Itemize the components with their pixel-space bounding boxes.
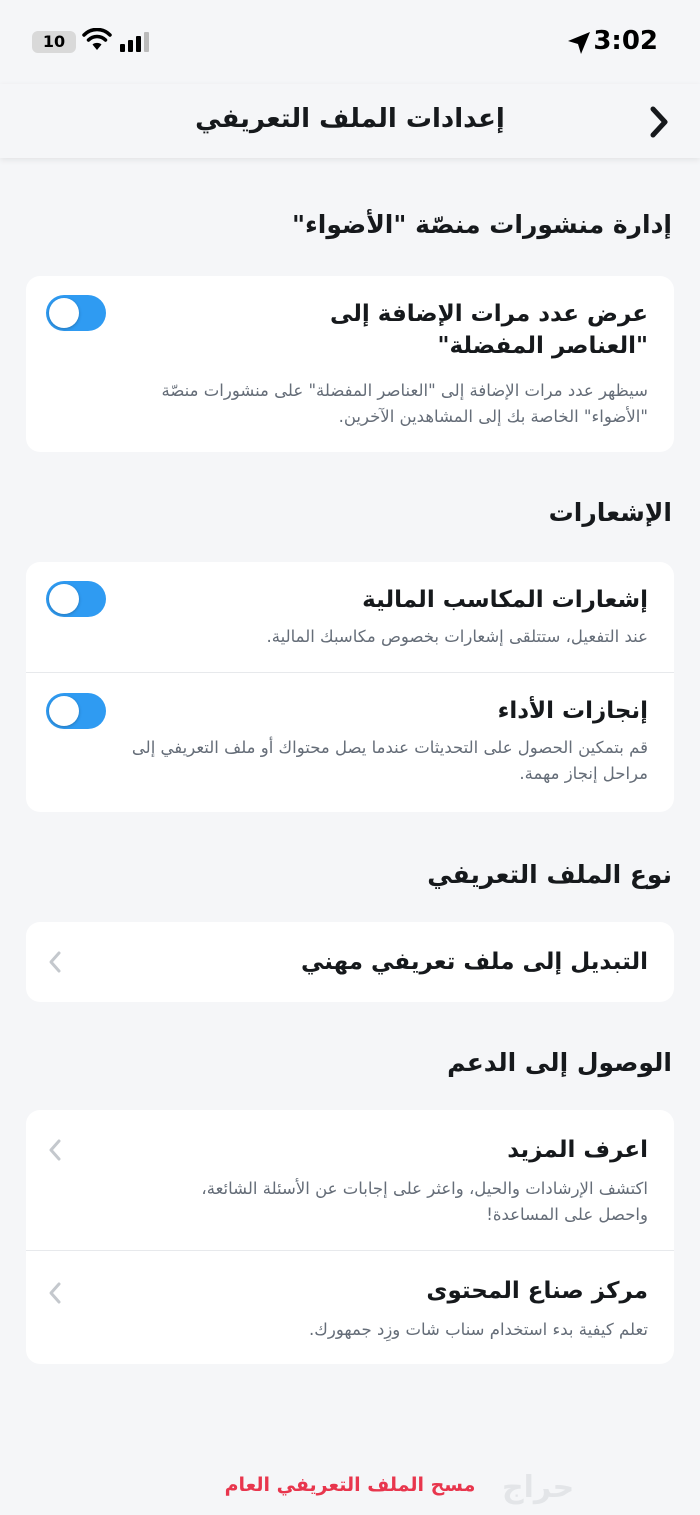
switch-to-professional-label: التبديل إلى ملف تعريفي مهني <box>300 949 648 975</box>
status-bar <box>0 0 700 84</box>
battery-indicator: 10 <box>32 31 76 53</box>
spotlight-card <box>26 276 674 452</box>
cellular-signal-icon <box>120 32 152 52</box>
earnings-notifications-toggle[interactable] <box>46 581 106 617</box>
favorites-count-title: عرض عدد مرات الإضافة إلى "العناصر المفضلة" <box>329 301 648 359</box>
toggle-knob <box>49 584 79 614</box>
section-title-notifications: الإشعارات <box>548 498 672 527</box>
learn-more-description: اكتشف الإرشادات والحيل، واعثر على إجابات عن الأسئلة الشائعة، واحصل على المساعدة! <box>201 1179 648 1224</box>
performance-achievements-title: إنجازات الأداء <box>497 698 648 724</box>
location-arrow-icon <box>566 30 592 56</box>
back-button[interactable] <box>644 102 674 142</box>
performance-achievements-description: قم بتمكين الحصول على التحديثات عندما يصل محتواك أو ملف التعريفي إلى مراحل إنجاز مهمة. <box>131 738 648 783</box>
page-title: إعدادات الملف التعريفي <box>195 104 505 134</box>
notifications-card <box>26 562 674 812</box>
wifi-icon <box>82 28 112 52</box>
section-title-spotlight: إدارة منشورات منصّة "الأضواء" <box>291 210 672 239</box>
performance-achievements-row <box>26 673 674 812</box>
creator-hub-description: تعلم كيفية بدء استخدام سناب شات وزِد جمهورك. <box>309 1320 648 1339</box>
nav-bar <box>0 84 700 158</box>
favorites-count-row <box>26 276 674 452</box>
chevron-left-icon <box>48 1281 62 1305</box>
earnings-notifications-row <box>26 562 674 672</box>
chevron-left-icon <box>48 1138 62 1162</box>
watermark-logo: حراج <box>502 1470 575 1505</box>
delete-public-profile-button[interactable]: مسح الملف التعريفي العام <box>224 1474 476 1496</box>
switch-to-professional-row[interactable] <box>26 922 674 1002</box>
support-card <box>26 1110 674 1364</box>
creator-hub-title: مركز صناع المحتوى <box>426 1278 648 1304</box>
earnings-notifications-description: عند التفعيل، ستتلقى إشعارات بخصوص مكاسبك المالية. <box>266 627 648 646</box>
toggle-knob <box>49 696 79 726</box>
profile-type-card <box>26 922 674 1002</box>
section-title-profile-type: نوع الملف التعريفي <box>427 860 672 889</box>
creator-hub-row[interactable] <box>26 1251 674 1364</box>
performance-achievements-toggle[interactable] <box>46 693 106 729</box>
earnings-notifications-title: إشعارات المكاسب المالية <box>362 587 648 613</box>
toggle-knob <box>49 298 79 328</box>
favorites-count-toggle[interactable] <box>46 295 106 331</box>
learn-more-row[interactable] <box>26 1110 674 1250</box>
section-title-support: الوصول إلى الدعم <box>447 1048 672 1077</box>
learn-more-title: اعرف المزيد <box>507 1137 648 1163</box>
favorites-count-description: سيظهر عدد مرات الإضافة إلى "العناصر المفضلة" على منشورات منصّة "الأضواء" الخاصة بك إلى المشاهدين الآخرين. <box>161 381 648 426</box>
chevron-right-icon <box>649 105 669 139</box>
chevron-left-icon <box>48 950 62 974</box>
status-time: 3:02 <box>593 26 658 56</box>
